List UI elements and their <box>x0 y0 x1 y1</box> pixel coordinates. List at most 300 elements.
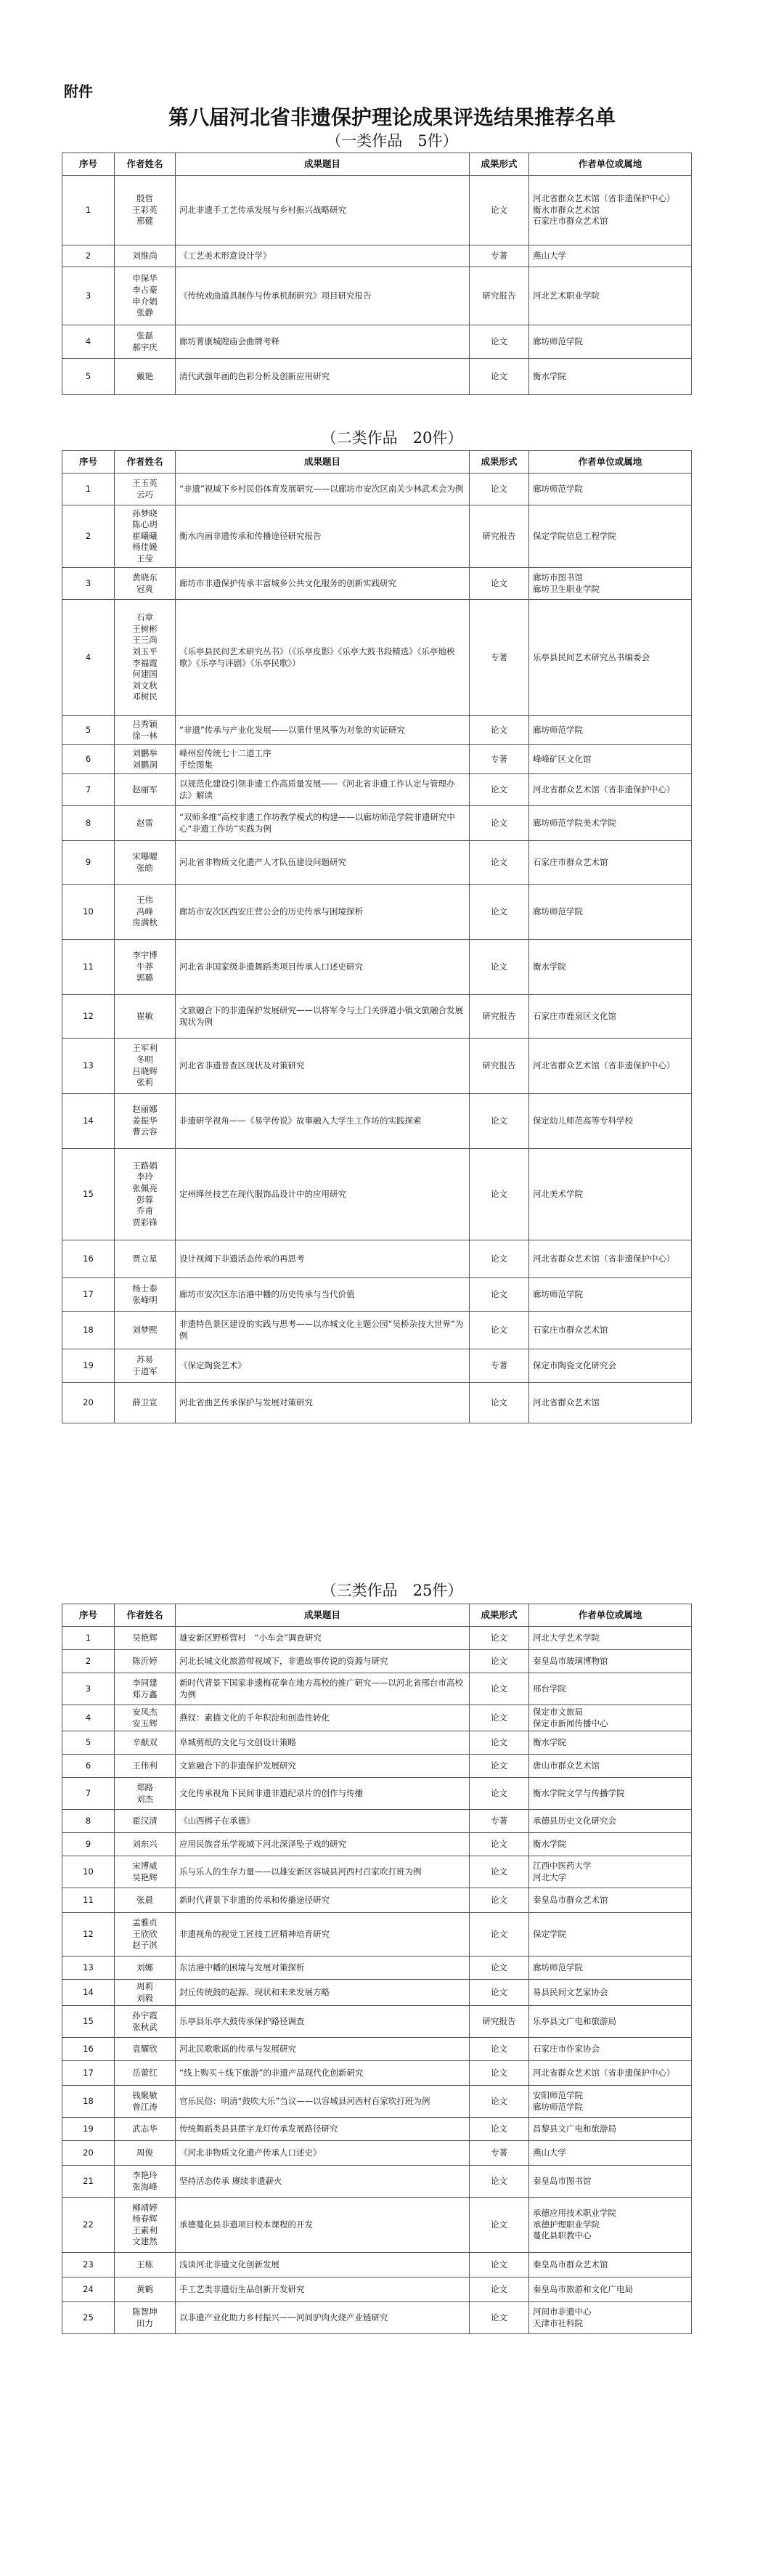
cell-unit: 河北省群众艺术馆（省非遗保护中心） <box>529 2061 692 2086</box>
cell-unit: 峰峰矿区文化馆 <box>529 745 692 774</box>
table-row <box>62 1833 692 1856</box>
cell-no: 14 <box>62 1980 115 2006</box>
cell-unit: 秦皇岛市图书馆 <box>529 2166 692 2198</box>
cell-unit: 河北美术学院 <box>529 1149 692 1240</box>
cell-form: 论文 <box>470 716 529 745</box>
cell-no: 15 <box>62 2006 115 2038</box>
cell-no: 13 <box>62 1039 115 1094</box>
table-row <box>62 1149 692 1240</box>
cell-no: 5 <box>62 1731 115 1755</box>
cell-form: 论文 <box>470 2061 529 2086</box>
cell-author: 李同建 郑万鑫 <box>115 1673 176 1705</box>
cell-unit: 河北大学艺术学院 <box>529 1627 692 1650</box>
cell-form: 论文 <box>470 359 529 395</box>
cell-form: 论文 <box>470 1627 529 1650</box>
cell-author: 安凤杰 安玉辉 <box>115 1705 176 1731</box>
table-row <box>62 2166 692 2198</box>
table-row <box>62 940 692 995</box>
cell-title: 《保定陶瓷艺术》 <box>176 1349 470 1383</box>
cell-no: 17 <box>62 1278 115 1312</box>
cell-title: 《河北非物质文化遗产传承人口述史》 <box>176 2141 470 2166</box>
cell-form: 论文 <box>470 1240 529 1278</box>
cell-title: 应用民族音乐学视域下河北深泽坠子戏的研究 <box>176 1833 470 1856</box>
table-row <box>62 1755 692 1778</box>
cell-author: 张晨 <box>115 1888 176 1913</box>
table-row <box>62 2278 692 2302</box>
cell-author: 郑路 刘杰 <box>115 1778 176 1810</box>
cell-author: 殷哲 王彩英 邢健 <box>115 176 176 245</box>
cell-no: 13 <box>62 1957 115 1980</box>
cell-title: “线上购买＋线下旅游”的非遗产品现代化创新研究 <box>176 2061 470 2086</box>
cell-form: 论文 <box>470 1755 529 1778</box>
cell-unit: 保定学院信息工程学院 <box>529 505 692 568</box>
cell-unit: 燕山大学 <box>529 2141 692 2166</box>
cell-unit: 秦皇岛市旅游和文化广电局 <box>529 2278 692 2302</box>
cell-title: 文旅融合下的非遗保护发展研究——以将军令与土门关驿道小镇文旅融合发展现状为例 <box>176 995 470 1039</box>
cell-form: 论文 <box>470 885 529 940</box>
table-row <box>62 716 692 745</box>
cell-form: 论文 <box>470 1705 529 1731</box>
cell-no: 20 <box>62 2141 115 2166</box>
cell-no: 6 <box>62 1755 115 1778</box>
cell-title: 廊坊市安次区东沽港中幡的历史传承与当代价值 <box>176 1278 470 1312</box>
table-row <box>62 1627 692 1650</box>
cell-form: 专著 <box>470 600 529 716</box>
cell-unit: 河北省群众艺术馆（省非遗保护中心） <box>529 1240 692 1278</box>
cell-no: 1 <box>62 176 115 245</box>
table-row <box>62 1913 692 1957</box>
cell-unit: 秦皇岛市群众艺术馆 <box>529 1888 692 1913</box>
cell-title: 文旅融合下的非遗保护发展研究 <box>176 1755 470 1778</box>
cell-unit: 廊坊市图书馆 廊坊卫生职业学院 <box>529 568 692 600</box>
cell-no: 3 <box>62 1673 115 1705</box>
cell-unit: 河北省群众艺术馆（省非遗保护中心） 衡水市群众艺术馆 石家庄市群众艺术馆 <box>529 176 692 245</box>
cell-title: 燕钗：素描文化的千年积淀和创造性转化 <box>176 1705 470 1731</box>
cell-form: 论文 <box>470 1278 529 1312</box>
cell-no: 10 <box>62 885 115 940</box>
cell-title: 河北民歌歌谣的传承与发展研究 <box>176 2038 470 2061</box>
cell-no: 4 <box>62 600 115 716</box>
cell-author: 孟雅贞 王欣欣 赵子淇 <box>115 1913 176 1957</box>
cell-author: 宋博威 吴艳辉 <box>115 1856 176 1888</box>
cell-no: 2 <box>62 1650 115 1673</box>
cell-title: 峰州窑传统七十二道工序 手绘图集 <box>176 745 470 774</box>
cell-title: 《传统戏曲道具制作与传承机制研究》项目研究报告 <box>176 267 470 325</box>
cell-unit: 承德应用技术职业学院 承德护理职业学院 蔓化县职教中心 <box>529 2198 692 2253</box>
table-row <box>62 1094 692 1149</box>
cell-author: 王玉英 云巧 <box>115 474 176 505</box>
table-row <box>62 176 692 245</box>
cell-form: 专著 <box>470 2141 529 2166</box>
cell-form: 专著 <box>470 745 529 774</box>
cell-unit: 乐亭县文广电和旅游局 <box>529 2006 692 2038</box>
cell-no: 21 <box>62 2166 115 2198</box>
column-header-unit: 作者单位或属地 <box>529 451 692 474</box>
column-header-title: 成果题目 <box>176 153 470 176</box>
table-header-row <box>62 1604 692 1627</box>
cell-no: 22 <box>62 2198 115 2253</box>
cell-title: 非遗研学视角——《易学传说》故事融入大学生工作坊的实践探索 <box>176 1094 470 1149</box>
cell-unit: 衡水学院 <box>529 1833 692 1856</box>
cell-no: 19 <box>62 1349 115 1383</box>
column-header-form: 成果形式 <box>470 451 529 474</box>
table-row <box>62 774 692 806</box>
cell-author: 吕秀颖 徐一林 <box>115 716 176 745</box>
table-row <box>62 806 692 841</box>
cell-form: 专著 <box>470 1349 529 1383</box>
cell-form: 论文 <box>470 2253 529 2278</box>
cell-unit: 石家庄市作家协会 <box>529 2038 692 2061</box>
cell-form: 论文 <box>470 774 529 806</box>
cell-title: 河北非遗手工艺传承发展与乡村振兴战略研究 <box>176 176 470 245</box>
cell-title: 河北省非遗普查区现状及对策研究 <box>176 1039 470 1094</box>
cell-author: 孙宇霞 张秋武 <box>115 2006 176 2038</box>
section-3-caption: （三类作品 25件） <box>321 1582 463 1599</box>
cell-form: 论文 <box>470 1980 529 2006</box>
cell-author: 霍汉清 <box>115 1810 176 1833</box>
table-row <box>62 1349 692 1383</box>
cell-title: 以规范化建设引领非遗工作高质量发展——《河北省非遗工作认定与管理办法》解读 <box>176 774 470 806</box>
cell-unit: 石家庄市群众艺术馆 <box>529 1312 692 1349</box>
cell-author: 武志华 <box>115 2118 176 2141</box>
section-2-caption: （二类作品 20件） <box>321 429 463 447</box>
column-header-unit: 作者单位或属地 <box>529 1604 692 1627</box>
cell-form: 研究报告 <box>470 505 529 568</box>
cell-title: 非遗视角的视觉工匠技工匠精神培育研究 <box>176 1913 470 1957</box>
cell-form: 研究报告 <box>470 1039 529 1094</box>
cell-unit: 廊坊师范学院 <box>529 716 692 745</box>
cell-no: 4 <box>62 1705 115 1731</box>
cell-title: 雄安新区野桥营村 “小车会”调查研究 <box>176 1627 470 1650</box>
cell-author: 赵丽军 <box>115 774 176 806</box>
column-header-author: 作者姓名 <box>115 451 176 474</box>
cell-form: 论文 <box>470 2278 529 2302</box>
cell-author: 苏易 于道军 <box>115 1349 176 1383</box>
cell-no: 9 <box>62 1833 115 1856</box>
cell-author: 柳靖婷 杨春辉 王素利 文建然 <box>115 2198 176 2253</box>
cell-form: 论文 <box>470 1888 529 1913</box>
cell-form: 论文 <box>470 1383 529 1423</box>
cell-unit: 石家庄市群众艺术馆 <box>529 841 692 885</box>
column-header-title: 成果题目 <box>176 451 470 474</box>
cell-author: 李艳玲 张海峰 <box>115 2166 176 2198</box>
cell-unit: 河北艺术职业学院 <box>529 267 692 325</box>
section-1-table <box>62 153 692 395</box>
cell-no: 2 <box>62 505 115 568</box>
table-row <box>62 325 692 359</box>
cell-title: 乐与乐人的生存力量——以雄安新区容城县河西村百家吹打班为例 <box>176 1856 470 1888</box>
cell-no: 5 <box>62 716 115 745</box>
cell-unit: 廊坊师范学院 <box>529 325 692 359</box>
cell-no: 10 <box>62 1856 115 1888</box>
cell-no: 9 <box>62 841 115 885</box>
cell-author: 申保华 李占豪 申介娟 张静 <box>115 267 176 325</box>
cell-title: 浅谈河北非遗文化创新发展 <box>176 2253 470 2278</box>
cell-author: 陈智坤 田力 <box>115 2302 176 2334</box>
cell-no: 17 <box>62 2061 115 2086</box>
cell-author: 戴艳 <box>115 359 176 395</box>
cell-form: 论文 <box>470 940 529 995</box>
table-row <box>62 1650 692 1673</box>
table-row <box>62 1278 692 1312</box>
column-header-title: 成果题目 <box>176 1604 470 1627</box>
table-row <box>62 2118 692 2141</box>
cell-no: 7 <box>62 774 115 806</box>
table-row <box>62 474 692 505</box>
cell-unit: 衡水学院 <box>529 1731 692 1755</box>
cell-author: 黄鹤 <box>115 2278 176 2302</box>
cell-unit: 衡水学院 <box>529 940 692 995</box>
cell-author: 薛卫宣 <box>115 1383 176 1423</box>
table-row <box>62 600 692 716</box>
table-row <box>62 359 692 395</box>
cell-author: 刘维尚 <box>115 245 176 267</box>
cell-author: 岳蕾红 <box>115 2061 176 2086</box>
cell-title: 《山西梆子在承德》 <box>176 1810 470 1833</box>
cell-form: 论文 <box>470 841 529 885</box>
cell-form: 论文 <box>470 1650 529 1673</box>
cell-no: 3 <box>62 267 115 325</box>
cell-no: 7 <box>62 1778 115 1810</box>
cell-no: 16 <box>62 1240 115 1278</box>
table-row <box>62 841 692 885</box>
section-1-caption: （一类作品 5件） <box>326 132 458 150</box>
cell-no: 25 <box>62 2302 115 2334</box>
cell-title: 手工艺类非遗衍生品创新开发研究 <box>176 2278 470 2302</box>
cell-title: 封丘传统鼓的起源、现状和未来发展方略 <box>176 1980 470 2006</box>
cell-unit: 河北省群众艺术馆 <box>529 1383 692 1423</box>
cell-no: 18 <box>62 2086 115 2118</box>
cell-author: 赵丽娜 姜振华 曹云容 <box>115 1094 176 1149</box>
cell-author: 陈沂婷 <box>115 1650 176 1673</box>
table-row <box>62 1980 692 2006</box>
cell-no: 1 <box>62 474 115 505</box>
cell-unit: 秦皇岛市玻璃博物馆 <box>529 1650 692 1673</box>
cell-form: 论文 <box>470 1856 529 1888</box>
table-row <box>62 267 692 325</box>
cell-title: 《乐亭县民间艺术研究丛书》（《乐亭皮影》《乐亭大鼓书段精选》《乐亭地秧歌》《乐亭与评剧》《乐亭民歌》） <box>176 600 470 716</box>
cell-form: 论文 <box>470 1833 529 1856</box>
cell-title: 东沽港中幡的困境与发展对策探析 <box>176 1957 470 1980</box>
cell-unit: 河北省群众艺术馆（省非遗保护中心） <box>529 774 692 806</box>
section-3-table <box>62 1604 692 2334</box>
cell-title: 《工艺美术形意设计学》 <box>176 245 470 267</box>
table-row <box>62 2302 692 2334</box>
cell-unit: 廊坊师范学院 <box>529 1957 692 1980</box>
cell-unit: 保定市陶瓷文化研究会 <box>529 1349 692 1383</box>
cell-author: 王伟 冯峰 房满秋 <box>115 885 176 940</box>
attachment-label: 附件 <box>64 83 93 100</box>
cell-unit: 石家庄市鹿泉区文化馆 <box>529 995 692 1039</box>
cell-unit: 易县民间文艺家协会 <box>529 1980 692 2006</box>
cell-author: 刘东兴 <box>115 1833 176 1856</box>
cell-form: 论文 <box>470 474 529 505</box>
cell-no: 14 <box>62 1094 115 1149</box>
cell-no: 23 <box>62 2253 115 2278</box>
cell-title: “双师多维”高校非遗工作坊教学模式的构建——以廊坊师范学院非遗研究中心“非遗工作坊”实践为例 <box>176 806 470 841</box>
cell-title: 河北长城文化旅游带视域下，非遗故事传说的资源与研究 <box>176 1650 470 1673</box>
cell-unit: 廊坊师范学院 <box>529 474 692 505</box>
cell-form: 论文 <box>470 2302 529 2334</box>
cell-no: 12 <box>62 995 115 1039</box>
cell-form: 论文 <box>470 1778 529 1810</box>
cell-title: 承德蔓化县非遗项目校本课程的开发 <box>176 2198 470 2253</box>
cell-author: 刘娜 <box>115 1957 176 1980</box>
cell-author: 刘梦熙 <box>115 1312 176 1349</box>
table-row <box>62 1957 692 1980</box>
table-row <box>62 1705 692 1731</box>
cell-title: 廊坊市非遗保护传承丰富城乡公共文化服务的创新实践研究 <box>176 568 470 600</box>
table-row <box>62 1731 692 1755</box>
cell-title: 廊坊市安次区西安庄营公会的历史传承与困境探析 <box>176 885 470 940</box>
cell-title: 设计视阈下非遗活态传承的再思考 <box>176 1240 470 1278</box>
cell-author: 李宇博 牛莽 郭璐 <box>115 940 176 995</box>
cell-no: 15 <box>62 1149 115 1240</box>
table-row <box>62 1240 692 1278</box>
cell-form: 论文 <box>470 2038 529 2061</box>
cell-unit: 廊坊师范学院美术学院 <box>529 806 692 841</box>
cell-no: 1 <box>62 1627 115 1650</box>
cell-no: 5 <box>62 359 115 395</box>
table-row <box>62 1312 692 1349</box>
cell-no: 8 <box>62 806 115 841</box>
table-row <box>62 2086 692 2118</box>
cell-title: 河北省非物质文化遗产人才队伍建设问题研究 <box>176 841 470 885</box>
column-header-no: 序号 <box>62 451 115 474</box>
cell-author: 崔敏 <box>115 995 176 1039</box>
cell-author: 宋曝曜 张皓 <box>115 841 176 885</box>
cell-form: 论文 <box>470 806 529 841</box>
table-row <box>62 2061 692 2086</box>
cell-unit: 廊坊师范学院 <box>529 885 692 940</box>
cell-author: 贾立星 <box>115 1240 176 1278</box>
cell-unit: 廊坊师范学院 <box>529 1278 692 1312</box>
table-row <box>62 1383 692 1423</box>
table-row <box>62 745 692 774</box>
cell-form: 论文 <box>470 1731 529 1755</box>
cell-title: 新时代背景下非遗的传承和传播途径研究 <box>176 1888 470 1913</box>
cell-form: 论文 <box>470 568 529 600</box>
cell-no: 8 <box>62 1810 115 1833</box>
column-header-form: 成果形式 <box>470 1604 529 1627</box>
cell-no: 11 <box>62 1888 115 1913</box>
cell-title: “非遗”传承与产业化发展——以第什里风筝为对象的实证研究 <box>176 716 470 745</box>
cell-form: 研究报告 <box>470 995 529 1039</box>
cell-title: 以非遗产业化助力乡村振兴——河间驴肉火烧产业链研究 <box>176 2302 470 2334</box>
cell-author: 辛献双 <box>115 1731 176 1755</box>
section-2-table <box>62 450 692 1423</box>
cell-author: 周俊 <box>115 2141 176 2166</box>
cell-author: 张磊 郝宇庆 <box>115 325 176 359</box>
column-header-unit: 作者单位或属地 <box>529 153 692 176</box>
cell-unit: 保定幼儿师范高等专科学校 <box>529 1094 692 1149</box>
cell-author: 刘鹏举 刘鹏洞 <box>115 745 176 774</box>
cell-author: 黄晓东 冠爽 <box>115 568 176 600</box>
table-row <box>62 1856 692 1888</box>
cell-author: 周莉 刘毅 <box>115 1980 176 2006</box>
table-row <box>62 568 692 600</box>
cell-form: 论文 <box>470 1149 529 1240</box>
table-row <box>62 2006 692 2038</box>
column-header-author: 作者姓名 <box>115 1604 176 1627</box>
cell-form: 论文 <box>470 325 529 359</box>
cell-author: 石章 王树彬 王三尚 刘玉平 李福霞 何建国 刘文秋 邓树民 <box>115 600 176 716</box>
cell-unit: 江西中医药大学 河北大学 <box>529 1856 692 1888</box>
cell-title: 非遗特色景区建设的实践与思考——以赤城文化主题公园“吴桥杂技大世界”为例 <box>176 1312 470 1349</box>
cell-unit: 邢台学院 <box>529 1673 692 1705</box>
table-row <box>62 1673 692 1705</box>
cell-no: 18 <box>62 1312 115 1349</box>
cell-form: 论文 <box>470 2086 529 2118</box>
cell-unit: 保定市文旅局 保定市新闻传播中心 <box>529 1705 692 1731</box>
table-row <box>62 2141 692 2166</box>
cell-title: 坚持活态传承 赓续非遗薪火 <box>176 2166 470 2198</box>
cell-form: 论文 <box>470 1094 529 1149</box>
table-row <box>62 1039 692 1094</box>
cell-form: 论文 <box>470 1673 529 1705</box>
cell-no: 6 <box>62 745 115 774</box>
cell-no: 2 <box>62 245 115 267</box>
cell-no: 24 <box>62 2278 115 2302</box>
cell-unit: 河北省群众艺术馆（省非遗保护中心） <box>529 1039 692 1094</box>
cell-form: 研究报告 <box>470 267 529 325</box>
column-header-no: 序号 <box>62 1604 115 1627</box>
cell-form: 研究报告 <box>470 2006 529 2038</box>
table-row <box>62 1888 692 1913</box>
cell-author: 杨士泰 张峰明 <box>115 1278 176 1312</box>
cell-no: 20 <box>62 1383 115 1423</box>
cell-unit: 衡水学院文学与传播学院 <box>529 1778 692 1810</box>
cell-title: 阜城剪纸的文化与文创设计策略 <box>176 1731 470 1755</box>
cell-no: 12 <box>62 1913 115 1957</box>
table-row <box>62 995 692 1039</box>
cell-no: 3 <box>62 568 115 600</box>
document-title: 第八届河北省非遗保护理论成果评选结果推荐名单 <box>168 105 616 129</box>
column-header-form: 成果形式 <box>470 153 529 176</box>
cell-author: 王伟利 <box>115 1755 176 1778</box>
cell-author: 孙梦晓 陈心玥 崔曦曦 杨佳媛 王莹 <box>115 505 176 568</box>
cell-form: 论文 <box>470 176 529 245</box>
table-row <box>62 1778 692 1810</box>
table-row <box>62 505 692 568</box>
cell-form: 论文 <box>470 1957 529 1980</box>
cell-title: 新时代背景下国家非遗梅花拳在地方高校的推广研究——以河北省邢台市高校为例 <box>176 1673 470 1705</box>
cell-title: 乐亭县乐亭大鼓传承保护路径调查 <box>176 2006 470 2038</box>
cell-author: 吴艳辉 <box>115 1627 176 1650</box>
cell-form: 专著 <box>470 245 529 267</box>
cell-form: 论文 <box>470 1913 529 1957</box>
cell-form: 论文 <box>470 2198 529 2253</box>
cell-author: 王路娟 李玲 张佩亮 彭蓉 乔甫 贾彩锋 <box>115 1149 176 1240</box>
cell-title: 河北省非国家级非遗舞蹈类项目传承人口述史研究 <box>176 940 470 995</box>
cell-title: 传统舞蹈类县县摆字龙灯传承发展路径研究 <box>176 2118 470 2141</box>
column-header-no: 序号 <box>62 153 115 176</box>
cell-title: “非遗”视域下乡村民俗体育发展研究——以廊坊市安次区南关少林武术会为例 <box>176 474 470 505</box>
table-row <box>62 885 692 940</box>
cell-unit: 安阳师范学院 廊坊师范学院 <box>529 2086 692 2118</box>
cell-form: 论文 <box>470 2166 529 2198</box>
cell-unit: 承德县历史文化研究会 <box>529 1810 692 1833</box>
cell-form: 论文 <box>470 1312 529 1349</box>
cell-form: 专著 <box>470 1810 529 1833</box>
cell-title: 文化传承视角下民间非遗非遗纪录片的创作与传播 <box>176 1778 470 1810</box>
table-row <box>62 1810 692 1833</box>
cell-title: 清代武强年画的色彩分析及创新应用研究 <box>176 359 470 395</box>
cell-author: 赵雷 <box>115 806 176 841</box>
cell-unit: 衡水学院 <box>529 359 692 395</box>
cell-author: 钱聚敏 曾江涛 <box>115 2086 176 2118</box>
cell-unit: 燕山大学 <box>529 245 692 267</box>
